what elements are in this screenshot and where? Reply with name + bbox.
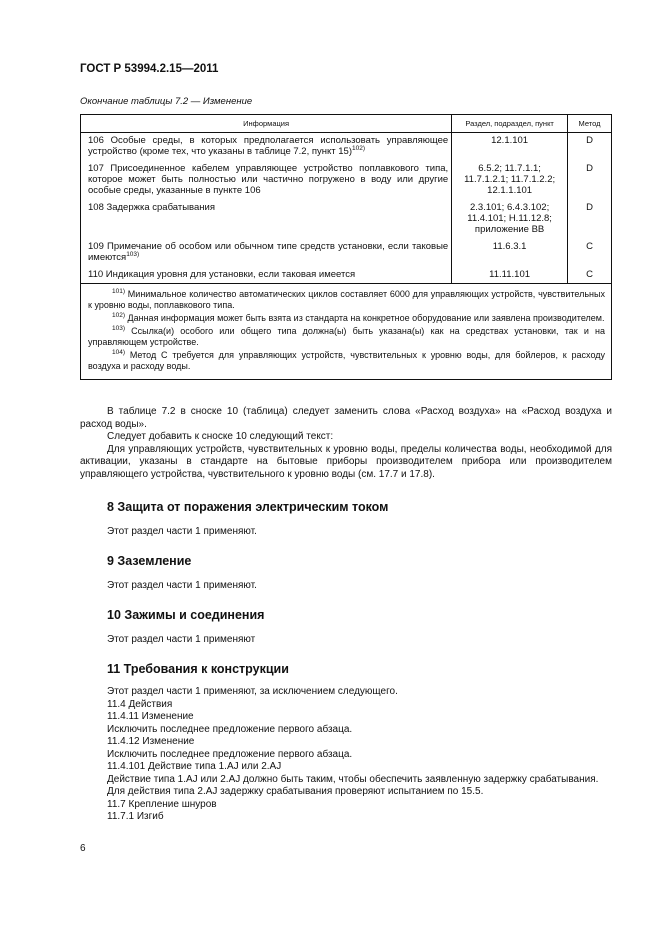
- line: Для действия типа 2.AJ задержку срабатывания проверяют испытанием по 15.5.: [107, 786, 484, 797]
- paragraph: Для управляющих устройств, чувствительных к уровню воды, пределы количества воды, необходимой для активации, указаны в стандарте на бытовые приборы производителем прибора или производителем управляющего устройства, чувствительного к уровню воды (см. 17.7 и 17.8).: [80, 443, 612, 480]
- line: 11.7 Крепление шнуров: [107, 798, 217, 810]
- line: 11.4.11 Изменение: [107, 711, 194, 722]
- table-header-row: [81, 115, 612, 133]
- section-11-body: [80, 686, 612, 824]
- row-info: 110 Индикация уровня для установки, если таковая имеется: [81, 267, 452, 284]
- section-heading: 9 Заземление: [107, 554, 192, 568]
- amendment-text: [80, 406, 612, 481]
- row-info: 106 Особые среды, в которых предполагается использовать управляющее устройство (кроме тех, что указаны в таблице 7.2, пункт 15)$^{102)}$: [81, 133, 452, 162]
- column-header-info: Информация: [81, 115, 452, 133]
- table-row: [81, 267, 612, 284]
- line: 11.4.101 Действие типа 1.AJ или 2.AJ: [107, 761, 282, 772]
- section-text: Этот раздел части 1 применяют: [107, 634, 256, 645]
- row-info: 109 Примечание об особом или обычном типе средств установки, если таковые имеются$^{103)}$: [81, 239, 452, 267]
- row-section: 12.1.101: [452, 133, 568, 162]
- line: 11.7.1 Изгиб: [107, 811, 164, 822]
- line: Исключить последнее предложение первого абзаца.: [107, 748, 353, 760]
- row-method: C: [568, 239, 612, 267]
- line: 11.4.12 Изменение: [107, 736, 195, 747]
- row-section: 2.3.101; 6.4.3.102; 11.4.101; Н.11.12.8; приложение ВВ: [452, 200, 568, 239]
- line: Исключить последнее предложение первого абзаца.: [107, 723, 353, 735]
- document-header: ГОСТ Р 53994.2.15—2011: [80, 63, 219, 75]
- line: Этот раздел части 1 применяют, за исключением следующего.: [107, 686, 398, 697]
- table-row: [81, 239, 612, 267]
- footnote: $^{103)}$ Ссылка(и) особого или общего типа должна(ы) быть указана(ы) как на средствах установки, так и на управляющем устройстве.: [88, 325, 605, 347]
- page-number: 6: [80, 843, 86, 854]
- row-method: D: [568, 133, 612, 162]
- row-method: D: [568, 200, 612, 239]
- line: 11.4 Действия: [107, 698, 173, 710]
- table-row: [81, 133, 612, 162]
- row-section: 11.11.101: [452, 267, 568, 284]
- footnote: $^{102)}$ Данная информация может быть взята из стандарта на конкретное оборудование или заявлена производителем.: [112, 312, 605, 323]
- row-section: 11.6.3.1: [452, 239, 568, 267]
- change-table: [80, 114, 612, 380]
- column-header-section: Раздел, подраздел, пункт: [452, 115, 568, 133]
- table-row: [81, 200, 612, 239]
- row-section: 6.5.2; 11.7.1.1; 11.7.1.2.1; 11.7.1.2.2; 12.1.1.101: [452, 161, 568, 200]
- section-text: Этот раздел части 1 применяют.: [107, 526, 257, 537]
- row-method: C: [568, 267, 612, 284]
- section-heading: 8 Защита от поражения электрическим током: [107, 500, 389, 514]
- paragraph: В таблице 7.2 в сноске 10 (таблица) следует заменить слова «Расход воздуха» на «Расход воздуха и расход воды».: [80, 406, 612, 430]
- row-method: D: [568, 161, 612, 200]
- column-header-method: Метод: [568, 115, 612, 133]
- line: Действие типа 1.AJ или 2.AJ должно быть таким, чтобы обеспечить заявленную задержку срабатывания.: [107, 773, 599, 785]
- row-info: 108 Задержка срабатывания: [81, 200, 452, 239]
- footnote: $^{101)}$ Минимальное количество автоматических циклов составляет 6000 для управляющих устройств, чувствительных к уровню воды, поплавкового типа.: [88, 288, 605, 310]
- table-footnotes: [81, 284, 612, 380]
- table-caption: Окончание таблицы 7.2 — Изменение: [80, 96, 253, 107]
- table-row: [81, 161, 612, 200]
- section-text: Этот раздел части 1 применяют.: [107, 580, 257, 591]
- section-heading: 10 Зажимы и соединения: [107, 608, 265, 622]
- footnote: $^{104)}$ Метод С требуется для управляющих устройств, чувствительных к уровню воды, для бойлеров, к расходу воздуха и расходу воды.: [88, 349, 605, 371]
- section-heading: 11 Требования к конструкции: [107, 662, 289, 676]
- row-info: 107 Присоединенное кабелем управляющее устройство поплавкового типа, которое может быть полностью или частично погружено в воду или другие особые среды, указанные в пункте 106: [81, 161, 452, 200]
- paragraph: Следует добавить к сноске 10 следующий текст:: [107, 431, 334, 442]
